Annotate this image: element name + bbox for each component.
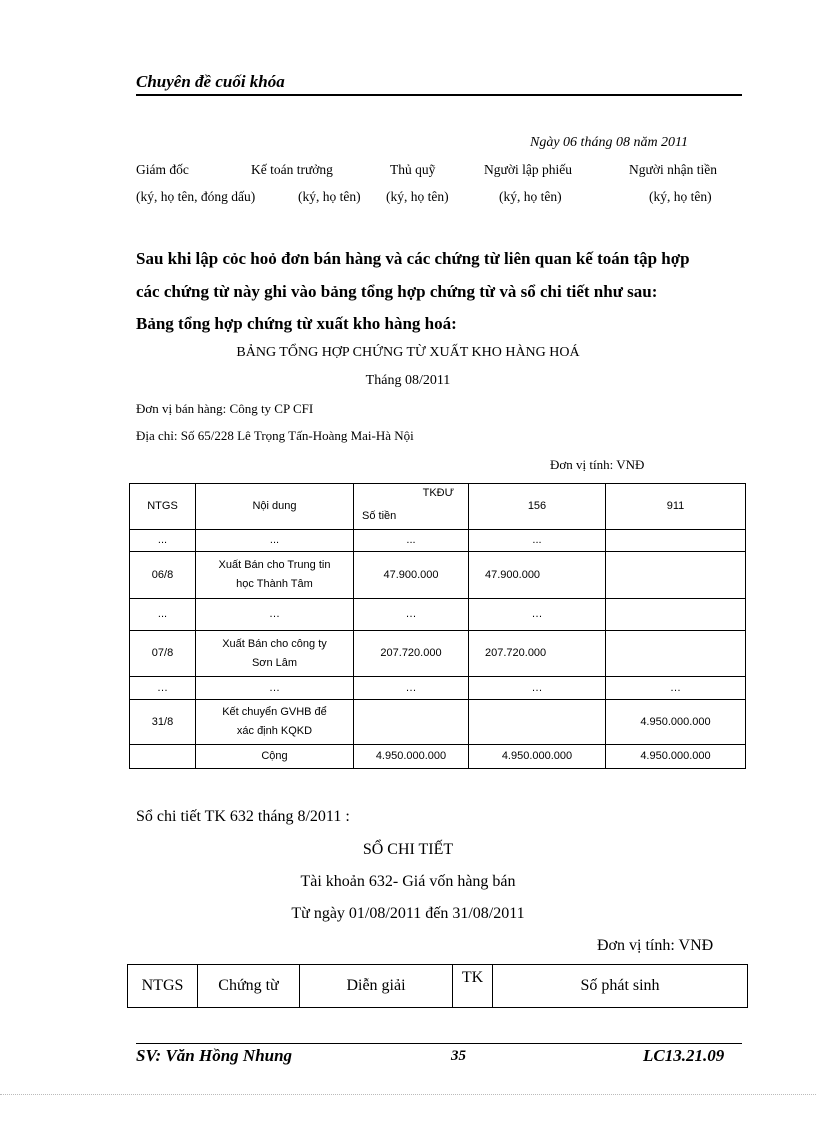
cell-sotien: ... <box>354 530 469 552</box>
cell-ntgs: … <box>130 677 196 700</box>
cell-911: 4.950.000.000 <box>606 745 746 769</box>
cell-sotien <box>354 700 469 745</box>
header-156: 156 <box>469 484 606 530</box>
intro-line-2: các chứng từ này ghi vào bảng tổng hợp chứng từ và sổ chi tiết như sau: <box>136 282 658 301</box>
footer-page-number: 35 <box>451 1048 466 1064</box>
cell-noidung-line2: Sơn Lâm <box>251 656 298 669</box>
cell-156 <box>469 700 606 745</box>
cell-noidung: … <box>196 599 354 631</box>
header-tkdu-sotien <box>354 484 469 530</box>
cell-911: … <box>606 677 746 700</box>
ledger-period: Từ ngày 01/08/2011 đến 31/08/2011 <box>291 905 525 922</box>
ledger-header-sophatsinh: Số phát sinh <box>493 965 748 1008</box>
seller-address: Địa chỉ: Số 65/228 Lê Trọng Tấn-Hoàng Mai-Hà Nội <box>136 428 414 443</box>
header-911: 911 <box>606 484 746 530</box>
cell-ntgs: ... <box>130 530 196 552</box>
role-treasurer: Thủ quỹ <box>390 162 436 177</box>
table1-title: BẢNG TỔNG HỢP CHỨNG TỪ XUẤT KHO HÀNG HOÁ <box>236 345 580 360</box>
role-preparer: Người lập phiếu <box>484 162 572 177</box>
cell-noidung: … <box>196 677 354 700</box>
cell-156: 4.950.000.000 <box>469 745 606 769</box>
note-chief-accountant: (ký, họ tên) <box>298 189 361 204</box>
ledger-header-chungtu: Chứng từ <box>198 965 300 1008</box>
cell-noidung-line1: Xuất Bán cho công ty <box>222 637 327 650</box>
cell-noidung-line1: Kết chuyển GVHB để <box>222 706 327 718</box>
cell-noidung <box>196 631 354 677</box>
note-director: (ký, họ tên, đóng dấu) <box>136 189 256 204</box>
table-row <box>130 677 746 700</box>
page-edge <box>0 1094 816 1095</box>
cell-noidung: Cộng <box>196 745 354 769</box>
cell-ntgs: ... <box>130 599 196 631</box>
note-treasurer: (ký, họ tên) <box>386 189 449 204</box>
header-tkdu: TKĐƯ <box>422 486 454 499</box>
cell-noidung-line2: học Thành Tâm <box>236 578 313 590</box>
ledger-account: Tài khoản 632- Giá vốn hàng bán <box>300 873 516 890</box>
cell-sotien: 4.950.000.000 <box>354 745 469 769</box>
cell-911: 4.950.000.000 <box>606 700 746 745</box>
cell-156: … <box>469 599 606 631</box>
footer-student: SV: Văn Hồng Nhung <box>136 1046 293 1065</box>
cell-ntgs: 31/8 <box>130 700 196 745</box>
footer-rule <box>136 1043 742 1044</box>
seller-unit: Đơn vị bán hàng: Công ty CP CFI <box>136 401 314 416</box>
cell-ntgs: 06/8 <box>130 552 196 599</box>
cell-noidung <box>196 700 354 745</box>
table-total-row <box>130 745 746 769</box>
table1-month: Tháng 08/2011 <box>365 373 451 388</box>
cell-sotien: … <box>354 599 469 631</box>
cell-noidung: ... <box>196 530 354 552</box>
signature-date: Ngày 06 tháng 08 năm 2011 <box>530 135 689 150</box>
ledger-header-tk: TK <box>453 965 493 1008</box>
cell-sotien: 207.720.000 <box>354 631 469 677</box>
cell-911 <box>606 599 746 631</box>
header-noidung: Nội dung <box>196 484 354 530</box>
ledger-header-diengiai: Diễn giải <box>300 965 453 1008</box>
cell-156: 47.900.000 <box>469 552 606 599</box>
cell-156: ... <box>469 530 606 552</box>
cell-ntgs: 07/8 <box>130 631 196 677</box>
role-chief-accountant: Kế toán trưởng <box>251 162 333 177</box>
role-receiver: Người nhận tiền <box>629 162 717 177</box>
table-row <box>130 631 746 677</box>
page-header-title: Chuyên đề cuối khóa <box>136 72 285 91</box>
cell-noidung-line1: Xuất Bán cho Trung tin <box>218 559 331 571</box>
footer-code: LC13.21.09 <box>643 1046 725 1065</box>
cell-911 <box>606 530 746 552</box>
summary-table <box>129 483 746 769</box>
intro-line-3: Bảng tổng hợp chứng từ xuất kho hàng hoá: <box>136 314 457 333</box>
intro-line-1: Sau khi lập cỏc hoỏ đơn bán hàng và các chứng từ liên quan kế toán tập hợp <box>136 249 690 268</box>
cell-156: 207.720.000 <box>469 631 606 677</box>
section2-heading: Sổ chi tiết TK 632 tháng 8/2011 : <box>136 808 350 825</box>
cell-911 <box>606 631 746 677</box>
table-row <box>130 700 746 745</box>
role-director: Giám đốc <box>136 162 189 177</box>
note-preparer: (ký, họ tên) <box>499 189 562 204</box>
ledger-header-ntgs: NTGS <box>128 965 198 1008</box>
cell-noidung <box>196 552 354 599</box>
header-ntgs: NTGS <box>130 484 196 530</box>
cell-noidung-line2: xác định KQKD <box>236 725 313 737</box>
table1-currency: Đơn vị tính: VNĐ <box>550 457 645 472</box>
cell-sotien: 47.900.000 <box>354 552 469 599</box>
cell-156: … <box>469 677 606 700</box>
header-sotien: Số tiền <box>362 509 397 522</box>
ledger-title: SỔ CHI TIẾT <box>362 841 454 858</box>
cell-sotien: … <box>354 677 469 700</box>
table-row <box>130 530 746 552</box>
cell-911 <box>606 552 746 599</box>
cell-ntgs <box>130 745 196 769</box>
ledger-currency: Đơn vị tính: VNĐ <box>597 937 714 954</box>
table-row <box>130 599 746 631</box>
ledger-table <box>127 964 748 1008</box>
note-receiver: (ký, họ tên) <box>649 189 712 204</box>
table-row <box>130 552 746 599</box>
header-rule <box>136 94 742 96</box>
